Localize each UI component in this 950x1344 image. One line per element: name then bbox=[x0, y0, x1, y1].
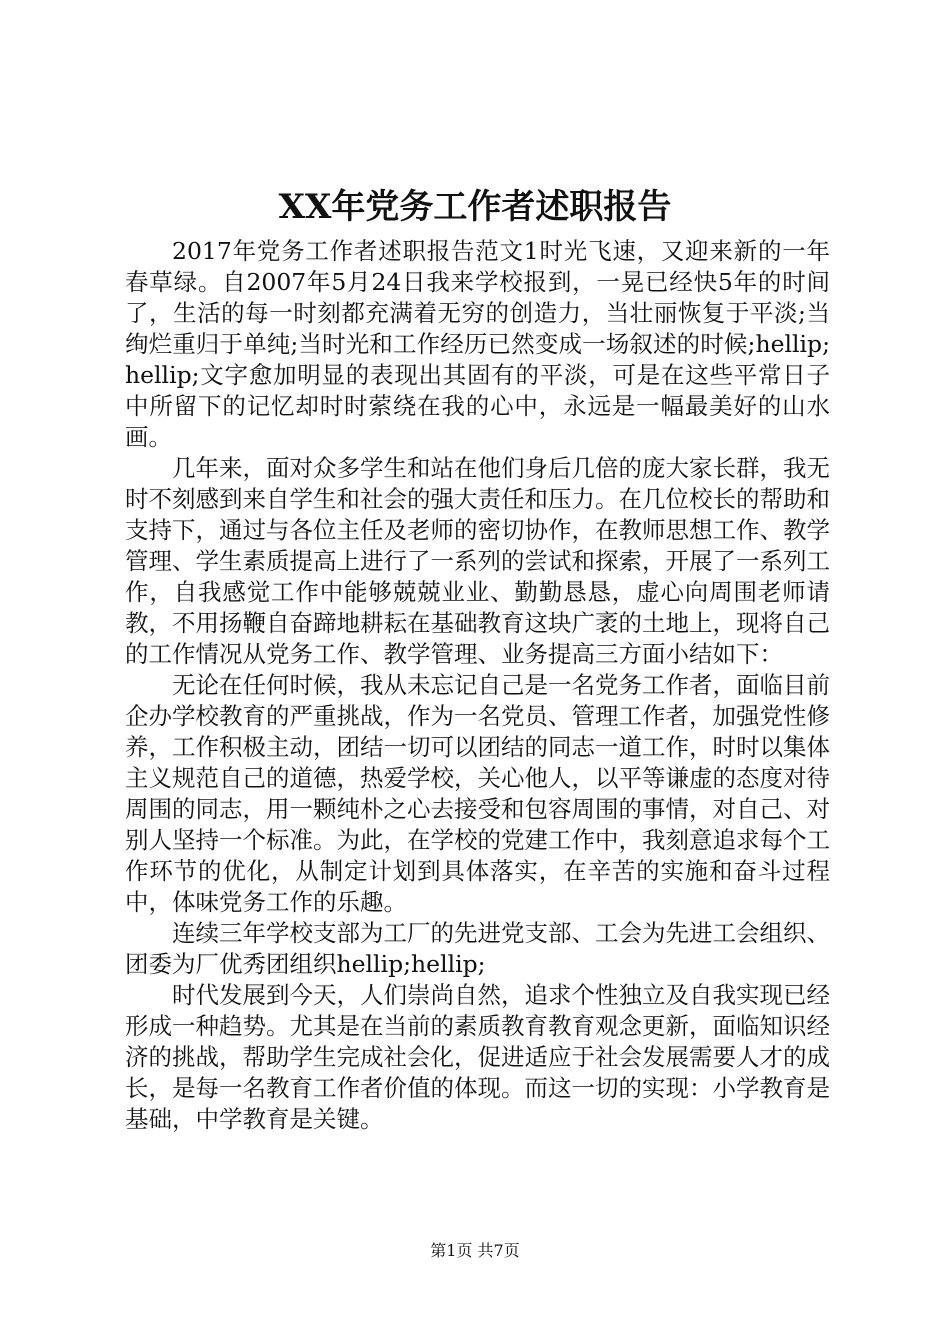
paragraph-5: 时代发展到今天，人们崇尚自然，追求个性独立及自我实现已经形成一种趋势。尤其是在当前的素质教育教育观念更新，面临知识经济的挑战，帮助学生完成社会化，促进适应于社会发展需要人才的成长，是每一名教育工作者价值的体现。而这一切的实现：小学教育是基础，中学教育是关键。 bbox=[125, 981, 830, 1133]
paragraph-1: 2017年党务工作者述职报告范文1时光飞速，又迎来新的一年春草绿。自2007年5月24日我来学校报到，一晃已经快5年的时间了，生活的每一时刻都充满着无穷的创造力，当壮丽恢复于平淡;当绚烂重归于单纯;当时光和工作经历已然变成一场叙述的时候;hellip;hellip;文字愈加明显的表现出其固有的平淡，可是在这些平常日子中所留下的记忆却时时萦绕在我的心中，永远是一幅最美好的山水画。 bbox=[125, 237, 830, 451]
page-number-label: 第1页 共7页 bbox=[430, 1241, 520, 1260]
paragraph-2: 几年来，面对众多学生和站在他们身后几倍的庞大家长群，我无时不刻感到来自学生和社会的强大责任和压力。在几位校长的帮助和支持下，通过与各位主任及老师的密切协作，在教师思想工作、教学管理、学生素质提高上进行了一系列的尝试和探索，开展了一系列工作，自我感觉工作中能够兢兢业业、勤勤恳恳，虚心向周围老师请教，不用扬鞭自奋蹄地耕耘在基础教育这块广袤的土地上，现将自己的工作情况从党务工作、教学管理、业务提高三方面小结如下： bbox=[125, 454, 830, 668]
page-footer bbox=[0, 1240, 950, 1262]
document-body bbox=[125, 236, 830, 1135]
paragraph-3: 无论在任何时候，我从未忘记自己是一名党务工作者，面临目前企办学校教育的严重挑战，作为一名党员、管理工作者，加强党性修养，工作积极主动，团结一切可以团结的同志一道工作，时时以集体主义规范自己的道德，热爱学校，关心他人，以平等谦虚的态度对待周围的同志，用一颗纯朴之心去接受和包容周围的事情，对自己、对别人坚持一个标准。为此，在学校的党建工作中，我刻意追求每个工作环节的优化，从制定计划到具体落实，在辛苦的实施和奋斗过程中，体味党务工作的乐趣。 bbox=[125, 671, 830, 916]
paragraph-4: 连续三年学校支部为工厂的先进党支部、工会为先进工会组织、团委为厂优秀团组织hellip;hellip; bbox=[125, 919, 830, 978]
document-title: XX年党务工作者述职报告 bbox=[278, 187, 672, 227]
